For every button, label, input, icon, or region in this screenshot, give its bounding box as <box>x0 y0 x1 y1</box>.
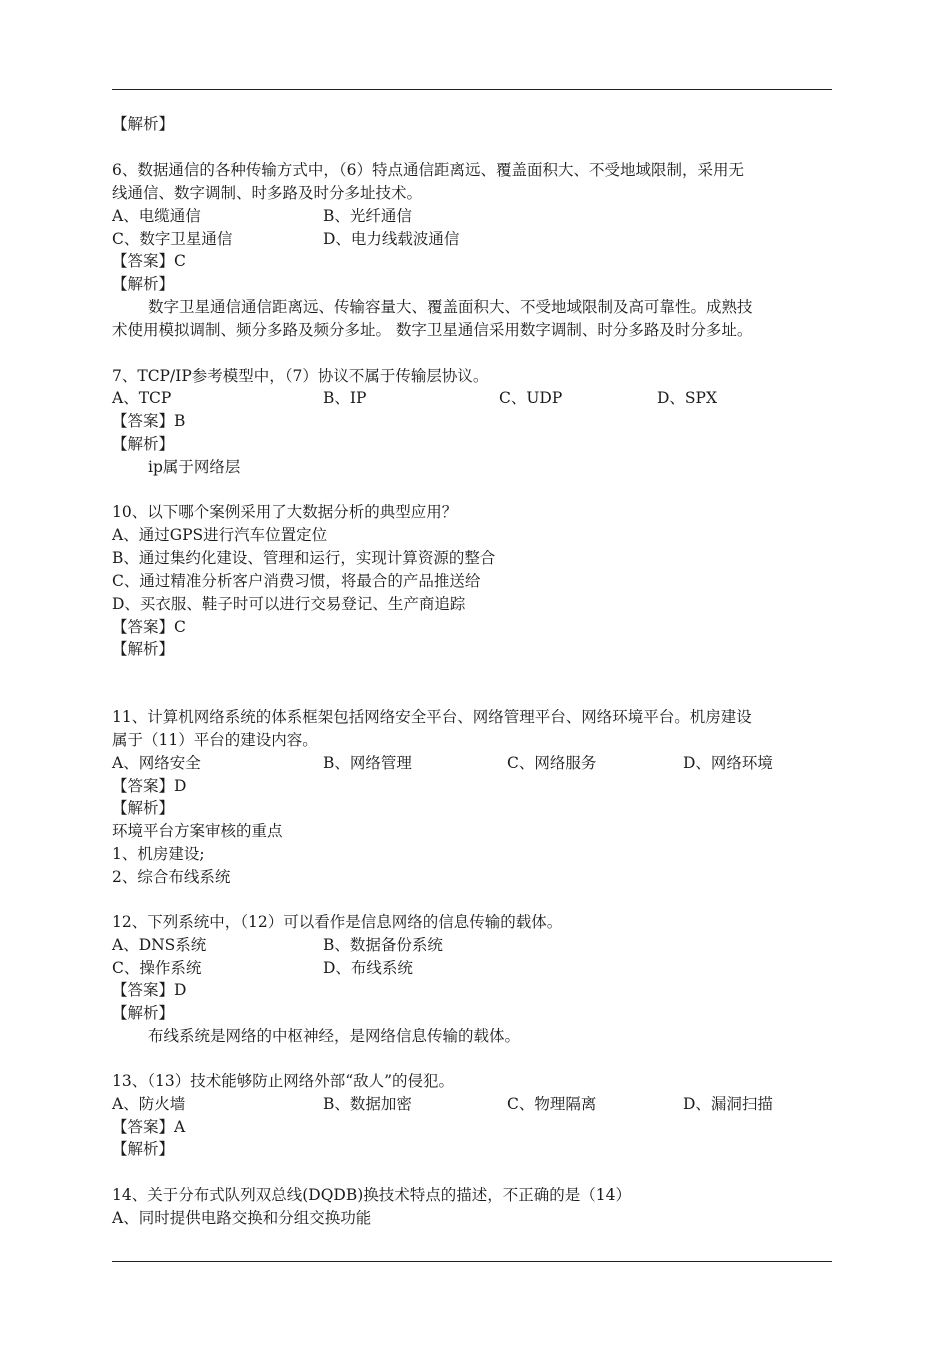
q7-analysis-label: 【解析】 <box>112 435 175 453</box>
q12-analysis-label: 【解析】 <box>112 1004 175 1022</box>
q6-stem-line1: 6、数据通信的各种传输方式中，（6）特点通信距离远、覆盖面积大、不受地域限制，采用无 <box>112 161 744 179</box>
header-rule <box>112 89 832 90</box>
q13-option-a: A、防火墙 <box>112 1095 186 1113</box>
q10-option-b: B、通过集约化建设、管理和运行，实现计算资源的整合 <box>112 549 496 567</box>
q10-option-d: D、买衣服、鞋子时可以进行交易登记、生产商追踪 <box>112 595 466 613</box>
q6-option-d: D、电力线载波通信 <box>323 230 460 248</box>
q13-analysis-label: 【解析】 <box>112 1140 175 1158</box>
q10-stem: 10、以下哪个案例采用了大数据分析的典型应用？ <box>112 503 458 521</box>
q12-option-d: D、布线系统 <box>323 959 413 977</box>
q13-answer: 【答案】A <box>112 1118 186 1136</box>
q6-option-b: B、光纤通信 <box>323 207 412 225</box>
q12-option-c: C、操作系统 <box>112 959 202 977</box>
q11-analysis-line2: 1、机房建设; <box>112 845 205 863</box>
q7-stem: 7、TCP/IP参考模型中，（7）协议不属于传输层协议。 <box>112 367 489 385</box>
q7-answer: 【答案】B <box>112 412 186 430</box>
q11-option-d: D、网络环境 <box>683 754 773 772</box>
q6-analysis-line1: 数字卫星通信通信距离远、传输容量大、覆盖面积大、不受地域限制及高可靠性。成熟技 <box>148 298 753 316</box>
q11-analysis-line1: 环境平台方案审核的重点 <box>112 822 283 840</box>
q10-option-a: A、通过GPS进行汽车位置定位 <box>112 526 328 544</box>
q7-option-b: B、IP <box>323 389 367 407</box>
q11-answer: 【答案】D <box>112 777 187 795</box>
q14-stem: 14、关于分布式队列双总线(DQDB)换技术特点的描述，不正确的是（14） <box>112 1186 631 1204</box>
q12-option-b: B、数据备份系统 <box>323 936 443 954</box>
q6-option-c: C、数字卫星通信 <box>112 230 233 248</box>
q7-analysis: ip属于网络层 <box>148 458 241 476</box>
q10-option-c: C、通过精准分析客户消费习惯，将最合的产品推送给 <box>112 572 481 590</box>
q11-analysis-label: 【解析】 <box>112 799 175 817</box>
q10-answer: 【答案】C <box>112 618 186 636</box>
q13-option-d: D、漏洞扫描 <box>683 1095 773 1113</box>
q6-stem-line2: 线通信、数字调制、时多路及时分多址技术。 <box>112 184 423 202</box>
q14-option-a: A、同时提供电路交换和分组交换功能 <box>112 1209 372 1227</box>
q11-analysis-line3: 2、综合布线系统 <box>112 868 231 886</box>
q12-analysis: 布线系统是网络的中枢神经，是网络信息传输的载体。 <box>148 1027 521 1045</box>
q7-option-a: A、TCP <box>112 389 172 407</box>
q12-answer: 【答案】D <box>112 981 187 999</box>
q10-analysis-label: 【解析】 <box>112 640 175 658</box>
q13-option-c: C、物理隔离 <box>507 1095 597 1113</box>
q12-stem: 12、下列系统中，（12）可以看作是信息网络的信息传输的载体。 <box>112 913 563 931</box>
q6-answer: 【答案】C <box>112 252 186 270</box>
q11-option-a: A、网络安全 <box>112 754 201 772</box>
q7-option-d: D、SPX <box>657 389 718 407</box>
q13-stem: 13、（13）技术能够防止网络外部“敌人”的侵犯。 <box>112 1072 455 1090</box>
q11-option-b: B、网络管理 <box>323 754 412 772</box>
q11-stem-line1: 11、计算机网络系统的体系框架包括网络安全平台、网络管理平台、网络环境平台。机房建设 <box>112 708 752 726</box>
footer-rule <box>112 1261 832 1262</box>
q12-option-a: A、DNS系统 <box>112 936 207 954</box>
q11-option-c: C、网络服务 <box>507 754 597 772</box>
q6-analysis-label: 【解析】 <box>112 275 175 293</box>
q6-option-a: A、电缆通信 <box>112 207 201 225</box>
prev-analysis-label: 【解析】 <box>112 115 175 133</box>
q11-stem-line2: 属于（11）平台的建设内容。 <box>112 731 318 749</box>
q13-option-b: B、数据加密 <box>323 1095 412 1113</box>
q6-analysis-line2: 术使用模拟调制、频分多路及频分多址。 数字卫星通信采用数字调制、时分多路及时分多址。 <box>112 321 753 339</box>
q7-option-c: C、UDP <box>499 389 563 407</box>
